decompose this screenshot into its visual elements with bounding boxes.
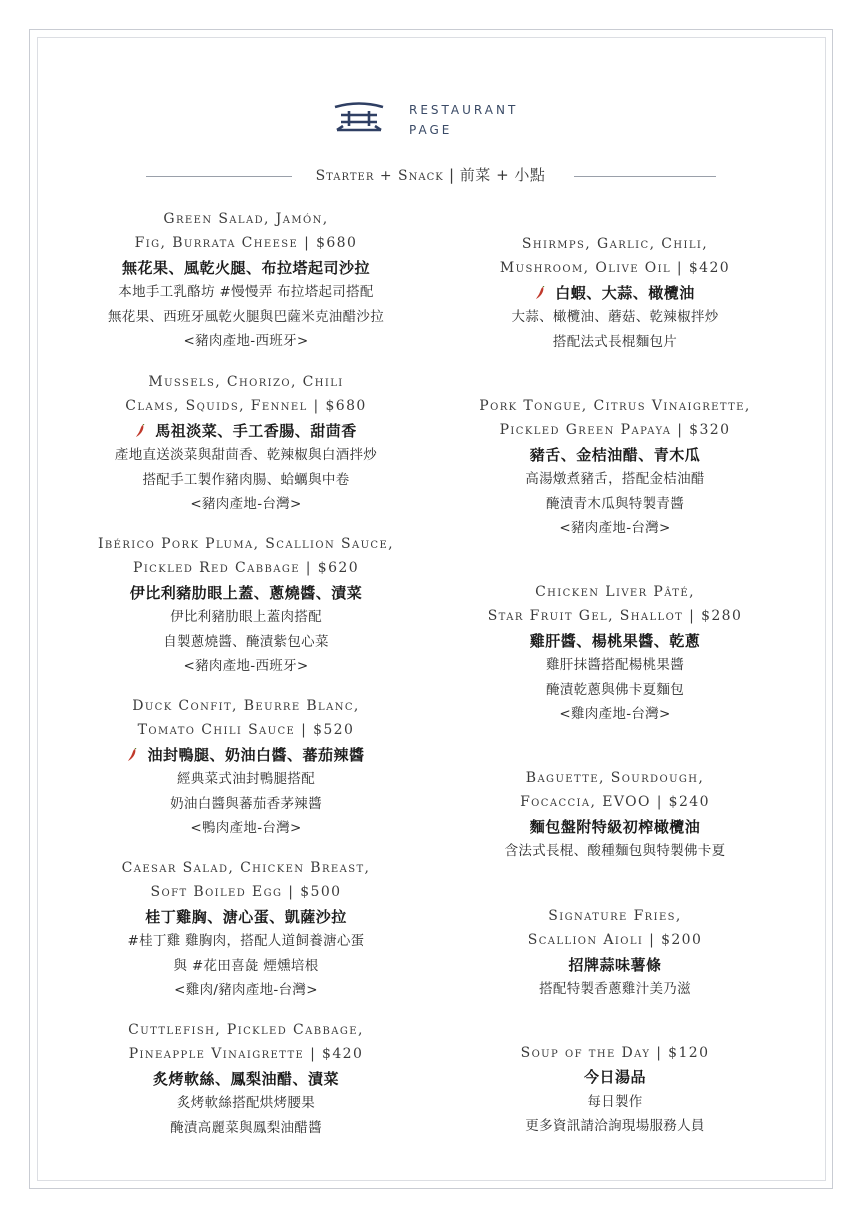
menu-item — [400, 766, 830, 864]
menu-item-description: 無花果、西班牙風乾火腿與巴薩米克油醋沙拉 — [108, 308, 384, 325]
menu-item — [31, 207, 461, 353]
menu-item-chinese-name — [31, 581, 461, 605]
menu-item-description: 搭配手工製作豬肉腸、蛤蠣與中卷 — [142, 471, 350, 488]
menu-item-english-name: Ibérico Pork Pluma, Scallion Sauce, — [97, 536, 395, 552]
menu-item-chinese-name — [31, 905, 461, 929]
menu-item-description: <豬肉產地-西班牙> — [183, 333, 309, 350]
section-title-en: Starter + Snack — [315, 168, 444, 184]
menu-item-description: <鴨肉產地-台灣> — [190, 820, 302, 837]
menu-item-english-name: Pickled Green Papaya | $320 — [499, 422, 731, 439]
menu-item — [400, 580, 830, 726]
section-title-zh: 前菜 + 小點 — [459, 166, 546, 184]
menu-item-chinese-name-text: 招牌蒜味薯條 — [568, 955, 662, 974]
menu-item-description: 搭配法式長棍麵包片 — [552, 333, 678, 350]
menu-item-description: 自製蔥燒醬、醃漬紫包心菜 — [163, 633, 329, 650]
menu-item-chinese-name-text: 無花果、風乾火腿、布拉塔起司沙拉 — [121, 258, 370, 277]
menu-item-english-name: Duck Confit, Beurre Blanc, — [132, 698, 360, 714]
menu-item-chinese-name-text: 炙烤軟絲、鳳梨油醋、漬菜 — [152, 1069, 339, 1088]
menu-item-description: 雞肝抹醬搭配楊桃果醬 — [546, 657, 684, 674]
chili-pepper-icon — [535, 286, 545, 300]
menu-item-english-name: Pickled Red Cabbage | $620 — [133, 560, 359, 577]
section-rule-right — [574, 176, 716, 177]
menu-item-chinese-name — [400, 1065, 830, 1089]
menu-item-description: 醃漬高麗菜與鳳梨油醋醬 — [170, 1119, 322, 1136]
menu-item-english-name: Pork Tongue, Citrus Vinaigrette, — [479, 398, 751, 414]
menu-item-chinese-name — [31, 256, 461, 280]
menu-item-chinese-name-text: 雞肝醬、楊桃果醬、乾蔥 — [529, 631, 701, 650]
menu-item — [400, 1041, 830, 1139]
menu-item — [31, 370, 461, 516]
menu-item — [31, 532, 461, 678]
menu-item-english-name: Mussels, Chorizo, Chili — [148, 374, 344, 390]
menu-item-chinese-name — [31, 1067, 461, 1091]
menu-item-english-name: Chicken Liver Pâté, — [535, 584, 695, 600]
menu-item-description: 產地直送淡菜與甜茴香、乾辣椒與白酒拌炒 — [114, 447, 378, 464]
menu-item-english-name: Pineapple Vinaigrette | $420 — [128, 1046, 364, 1063]
menu-item-english-name: Tomato Chili Sauce | $520 — [137, 722, 355, 739]
menu-item-description: <豬肉產地-台灣> — [559, 520, 671, 537]
menu-item-description: 本地手工乳酪坊 #慢慢弄 布拉塔起司搭配 — [118, 284, 374, 301]
menu-item-description: 醃漬青木瓜與特製青醬 — [546, 495, 684, 512]
menu-item — [400, 394, 830, 540]
menu-item-english-name: Green Salad, Jamón, — [163, 211, 329, 227]
menu-item — [31, 694, 461, 840]
menu-item-english-name: Baguette, Sourdough, — [525, 770, 705, 786]
section-title-separator: | — [443, 166, 460, 184]
menu-item — [31, 856, 461, 1002]
menu-item-chinese-name-text: 桂丁雞胸、溏心蛋、凱薩沙拉 — [145, 907, 347, 926]
menu-item-description: <雞肉產地-台灣> — [559, 706, 671, 723]
menu-item-chinese-name-text: 豬舌、金桔油醋、青木瓜 — [529, 445, 701, 464]
menu-item-chinese-name-text: 今日湯品 — [583, 1068, 646, 1087]
menu-item-description: 搭配特製香蔥雞汁美乃滋 — [539, 981, 691, 998]
menu-item-description: <豬肉產地-台灣> — [190, 496, 302, 513]
menu-item-chinese-name-text: 馬祖淡菜、手工香腸、甜茴香 — [155, 421, 357, 440]
menu-item-chinese-name-text: 麵包盤附特級初榨橄欖油 — [529, 817, 701, 836]
menu-item-english-name: Soft Boiled Egg | $500 — [150, 884, 342, 901]
menu-item-description: 奶油白醬與蕃茄香茅辣醬 — [170, 795, 322, 812]
menu-item-english-name: Clams, Squids, Fennel | $680 — [125, 398, 367, 415]
menu-item-description: <豬肉產地-西班牙> — [183, 658, 309, 675]
menu-item-chinese-name — [31, 419, 461, 443]
menu-item-english-name: Focaccia, EVOO | $240 — [520, 794, 710, 811]
menu-item-description: 更多資訊請洽詢現場服務人員 — [525, 1118, 705, 1135]
menu-item-description: <雞肉/豬肉產地-台灣> — [174, 982, 318, 999]
menu-item-chinese-name — [400, 629, 830, 653]
restaurant-logo-icon — [333, 102, 385, 132]
menu-item-chinese-name-text: 伊比利豬肋眼上蓋、蔥燒醬、漬菜 — [129, 583, 363, 602]
brand-line-2: PAGE — [409, 123, 453, 137]
menu-item-english-name: Mushroom, Olive Oil | $420 — [499, 260, 731, 277]
menu-item-chinese-name — [400, 443, 830, 467]
section-title — [0, 164, 861, 185]
menu-item-english-name: Shirmps, Garlic, Chili, — [521, 236, 709, 252]
menu-item-description: 高湯燉煮豬舌，搭配金桔油醋 — [525, 471, 705, 488]
chili-pepper-icon — [135, 424, 145, 438]
menu-item-chinese-name-text: 白蝦、大蒜、橄欖油 — [555, 283, 695, 302]
menu-item-description: 含法式長棍、酸種麵包與特製佛卡夏 — [504, 843, 726, 860]
menu-item-description: 大蒜、橄欖油、蘑菇、乾辣椒拌炒 — [511, 309, 719, 326]
menu-item — [31, 1018, 461, 1140]
menu-item-english-name: Soup of the Day | $120 — [520, 1045, 710, 1061]
brand-name — [409, 100, 518, 140]
menu-item-description: 伊比利豬肋眼上蓋肉搭配 — [170, 609, 322, 626]
menu-item — [400, 232, 830, 354]
menu-item-chinese-name — [400, 815, 830, 839]
chili-pepper-icon — [127, 748, 137, 762]
menu-item — [400, 904, 830, 1002]
menu-item-chinese-name — [400, 953, 830, 977]
menu-item-description: 每日製作 — [587, 1093, 643, 1110]
menu-item-english-name: Signature Fries, — [548, 908, 682, 924]
menu-item-english-name: Star Fruit Gel, Shallot | $280 — [487, 608, 743, 625]
menu-item-english-name: Scallion Aioli | $200 — [527, 932, 703, 949]
menu-item-chinese-name-text: 油封鴨腿、奶油白醬、蕃茄辣醬 — [147, 745, 365, 764]
menu-item-english-name: Cuttlefish, Pickled Cabbage, — [128, 1022, 364, 1038]
menu-item-chinese-name — [31, 743, 461, 767]
menu-item-description: 經典菜式油封鴨腿搭配 — [177, 771, 315, 788]
brand-line-1: RESTAURANT — [409, 103, 519, 117]
menu-item-description: 炙烤軟絲搭配烘烤腰果 — [177, 1095, 315, 1112]
menu-item-english-name: Fig, Burrata Cheese | $680 — [134, 235, 358, 252]
menu-item-english-name: Caesar Salad, Chicken Breast, — [121, 860, 371, 876]
menu-item-description: 與 #花田喜彘 煙燻培根 — [173, 957, 319, 974]
menu-item-description: 醃漬乾蔥與佛卡夏麵包 — [546, 681, 684, 698]
menu-item-chinese-name — [400, 281, 830, 305]
menu-item-description: #桂丁雞 雞胸肉，搭配人道飼養溏心蛋 — [127, 933, 365, 950]
